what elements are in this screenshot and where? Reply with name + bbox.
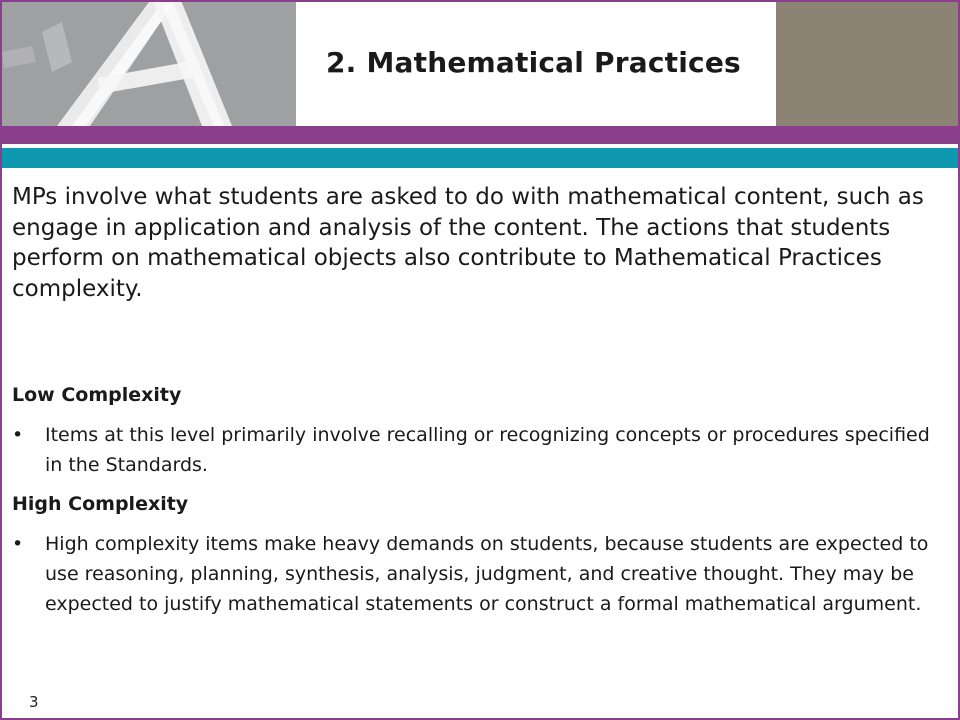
- low-complexity-text: Items at this level primarily involve recalling or recognizing concepts or procedures specified in the Standards.: [45, 424, 930, 476]
- low-complexity-heading: Low Complexity: [12, 384, 182, 406]
- high-complexity-text: High complexity items make heavy demands on students, because students are expected to use reasoning, planning, synthesis, analysis, judgment, and creative thought. They may be expected to justify mathematical statements or construct a formal mathematical argument.: [45, 533, 929, 615]
- low-complexity-bullet: [12, 420, 948, 480]
- teal-banner-band: [2, 148, 958, 168]
- intro-paragraph: MPs involve what students are asked to do with mathematical content, such as engage in application and analysis of the content. The actions that students perform on mathematical objects also contribute to Mathematical Practices complexity.: [12, 184, 924, 302]
- bullet-icon: •: [12, 533, 24, 555]
- high-complexity-heading: High Complexity: [12, 493, 189, 515]
- high-complexity-bullet: [12, 529, 948, 619]
- letter-a-logo-icon: [2, 2, 296, 126]
- classroom-photo: [776, 2, 958, 126]
- bullet-icon: •: [12, 424, 24, 446]
- purple-banner-band: [2, 126, 958, 144]
- slide-title: 2. Mathematical Practices: [326, 46, 741, 79]
- logo: [2, 2, 296, 126]
- page-number: 3: [29, 693, 39, 711]
